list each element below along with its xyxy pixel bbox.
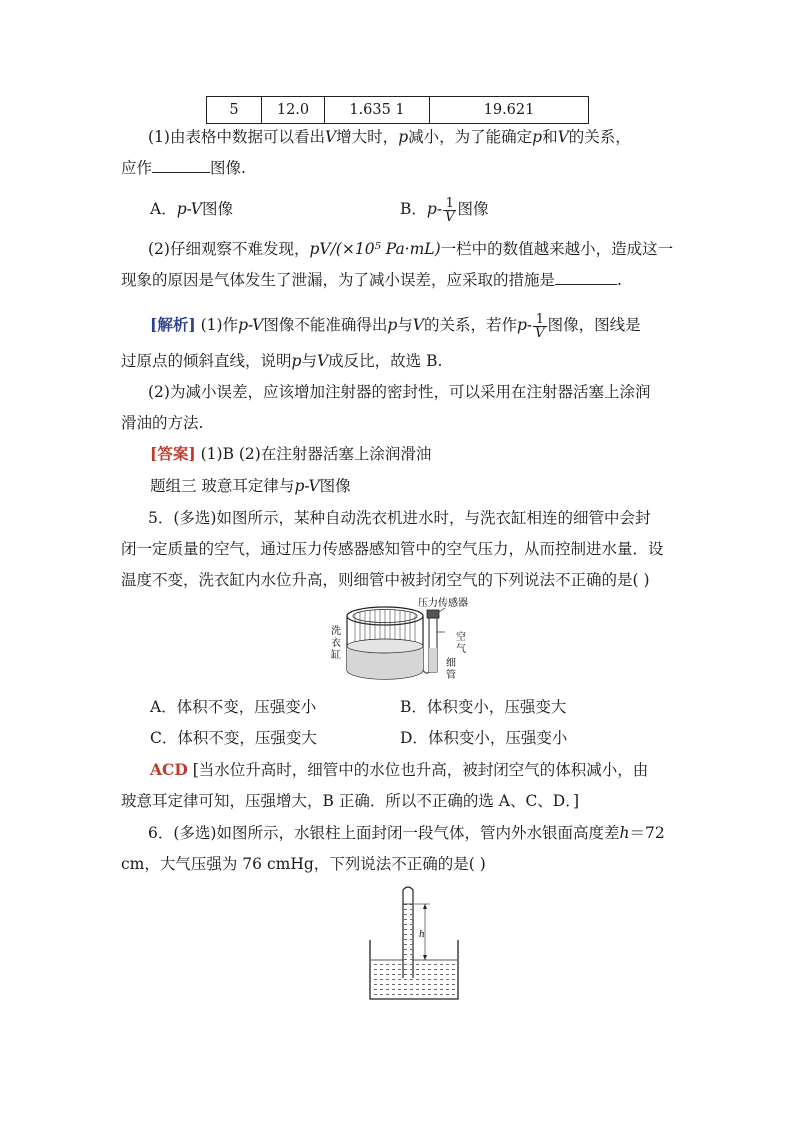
denominator: V <box>445 209 455 225</box>
h-label: h <box>419 930 425 940</box>
var-v: V <box>316 352 329 370</box>
air-label: 气 <box>456 644 466 655</box>
analysis-line-3: (2)为减小误差，应该增加注射器的密封性，可以采用在注射器活塞上涂润 <box>148 383 651 401</box>
tube-water <box>429 648 437 672</box>
air-label: 空 <box>456 632 466 643</box>
tube-connector <box>423 670 429 673</box>
question-6-line-1 <box>148 823 665 843</box>
table-cell: 1.635 1 <box>325 97 430 124</box>
text: 与 <box>397 316 413 334</box>
answer-blank <box>152 158 210 173</box>
text: 图像. <box>210 159 246 177</box>
tube-mercury <box>404 904 412 978</box>
option-a <box>150 199 233 219</box>
analysis-line-4: 滑油的方法. <box>121 414 204 432</box>
text: (1)由表格中数据可以看出 <box>148 128 325 146</box>
option-text: 图像 <box>201 200 233 218</box>
var-v: V <box>324 128 337 146</box>
var-p: p <box>387 316 398 334</box>
tub-label: 洗 <box>331 626 341 637</box>
question-1-line-2 <box>121 158 246 178</box>
text: 6．(多选)如图所示，水银柱上面封闭一段气体，管内外水银面高度差 <box>148 824 620 842</box>
text: 现象的原因是气体发生了泄漏，为了减小误差，应采取的措施是 <box>121 271 556 289</box>
answer-blank <box>555 270 617 285</box>
text: 与 <box>301 352 317 370</box>
expression: p-V <box>294 477 320 495</box>
text: 题组三 玻意耳定律与 <box>150 477 295 495</box>
text: 图像 <box>319 477 351 495</box>
fraction <box>533 313 546 340</box>
table-cell: 5 <box>207 97 262 124</box>
question-2-line-1 <box>148 239 673 259</box>
question-6-line-2: cm，大气压强为 76 cmHg，下列说法不正确的是( ) <box>121 855 486 873</box>
option-expr: p- <box>426 200 443 218</box>
expression: pV/(×10⁵ Pa·mL) <box>309 240 441 258</box>
expression: p-V <box>238 316 264 334</box>
q5-option-c: C．体积不变，压强变大 <box>150 729 317 747</box>
mercury-tube-figure <box>362 882 462 1004</box>
var-v: V <box>557 128 569 146</box>
text: 一栏中的数值越来越小，造成这一 <box>440 240 674 258</box>
var-p: p <box>398 128 409 146</box>
table-row <box>207 97 589 124</box>
tube-label: 管 <box>446 670 456 681</box>
text: . <box>617 271 622 289</box>
q5-answer-line-2: 玻意耳定律可知，压强增大，B 正确．所以不正确的选 A、C、D．] <box>121 792 580 810</box>
option-b <box>400 190 488 228</box>
table-cell: 19.621 <box>430 97 589 124</box>
text: 的关系，若作 <box>423 316 517 334</box>
question-1-line-1 <box>148 127 631 147</box>
answer-tag: [答案] <box>150 444 196 463</box>
water-surface <box>347 639 423 653</box>
text: 图像，图线是 <box>547 316 641 334</box>
fraction <box>443 197 456 224</box>
table-cell: 12.0 <box>262 97 325 124</box>
tub-label: 衣 <box>331 638 341 649</box>
var-v: V <box>412 316 424 334</box>
analysis-tag: [解析] <box>150 315 196 334</box>
arrow-up-icon <box>423 904 427 909</box>
answer-line <box>150 444 431 464</box>
option-text: 图像 <box>457 200 489 218</box>
basin-mercury <box>371 960 457 998</box>
analysis-line-2 <box>121 351 442 371</box>
text: 和 <box>542 128 558 146</box>
washing-machine-figure <box>325 596 475 686</box>
var-h: h <box>619 824 630 842</box>
text: 成反比，故选 B. <box>328 352 443 370</box>
denominator: V <box>535 325 545 341</box>
section-title <box>150 476 351 496</box>
question-2-line-2 <box>121 270 622 290</box>
tube-label: 细 <box>446 658 456 669</box>
answer-text: [当水位升高时，细管中的水位也升高，被封闭空气的体积减小，由 <box>187 761 649 779</box>
q5-option-d: D．体积变小，压强变小 <box>400 729 568 747</box>
tub-label: 缸 <box>331 650 341 661</box>
text: (2)仔细观察不难发现， <box>148 240 310 258</box>
option-expr: p-V <box>176 200 202 218</box>
numerator: 1 <box>533 313 546 327</box>
pressure-sensor <box>427 610 439 618</box>
text: ＝72 <box>629 824 665 842</box>
question-5-line-3: 温度不变，洗衣缸内水位升高，则细管中被封闭空气的下列说法不正确的是( ) <box>121 571 650 589</box>
answer-text: (1)B (2)在注射器活塞上涂润滑油 <box>200 445 432 463</box>
expression: p- <box>517 316 533 334</box>
answer-tag: ACD <box>150 760 188 779</box>
arrow-down-icon <box>423 955 427 960</box>
option-label: B． <box>400 200 427 218</box>
text: 增大时， <box>336 128 399 146</box>
question-5-line-2: 闭一定质量的空气，通过压力传感器感知管中的空气压力，从而控制进水量．设 <box>121 540 664 558</box>
text: 减小，为了能确定 <box>408 128 533 146</box>
q5-answer-line-1 <box>150 760 648 780</box>
var-p: p <box>291 352 302 370</box>
text: (1)作 <box>200 316 239 334</box>
q5-option-b: B．体积变小，压强变大 <box>400 698 567 716</box>
sensor-label: 压力传感器 <box>418 598 468 609</box>
var-p: p <box>532 128 543 146</box>
numerator: 1 <box>443 197 456 211</box>
question-5-line-1: 5．(多选)如图所示，某种自动洗衣机进水时，与洗衣缸相连的细管中会封 <box>148 509 651 527</box>
text: 应作 <box>121 159 153 177</box>
text: 图像不能准确得出 <box>263 316 388 334</box>
text: 的关系， <box>568 128 631 146</box>
data-table <box>206 96 589 124</box>
q5-option-a: A．体积不变，压强变小 <box>150 698 317 716</box>
text: 过原点的倾斜直线，说明 <box>121 352 292 370</box>
analysis-line-1 <box>150 306 641 344</box>
option-label: A． <box>150 200 177 218</box>
